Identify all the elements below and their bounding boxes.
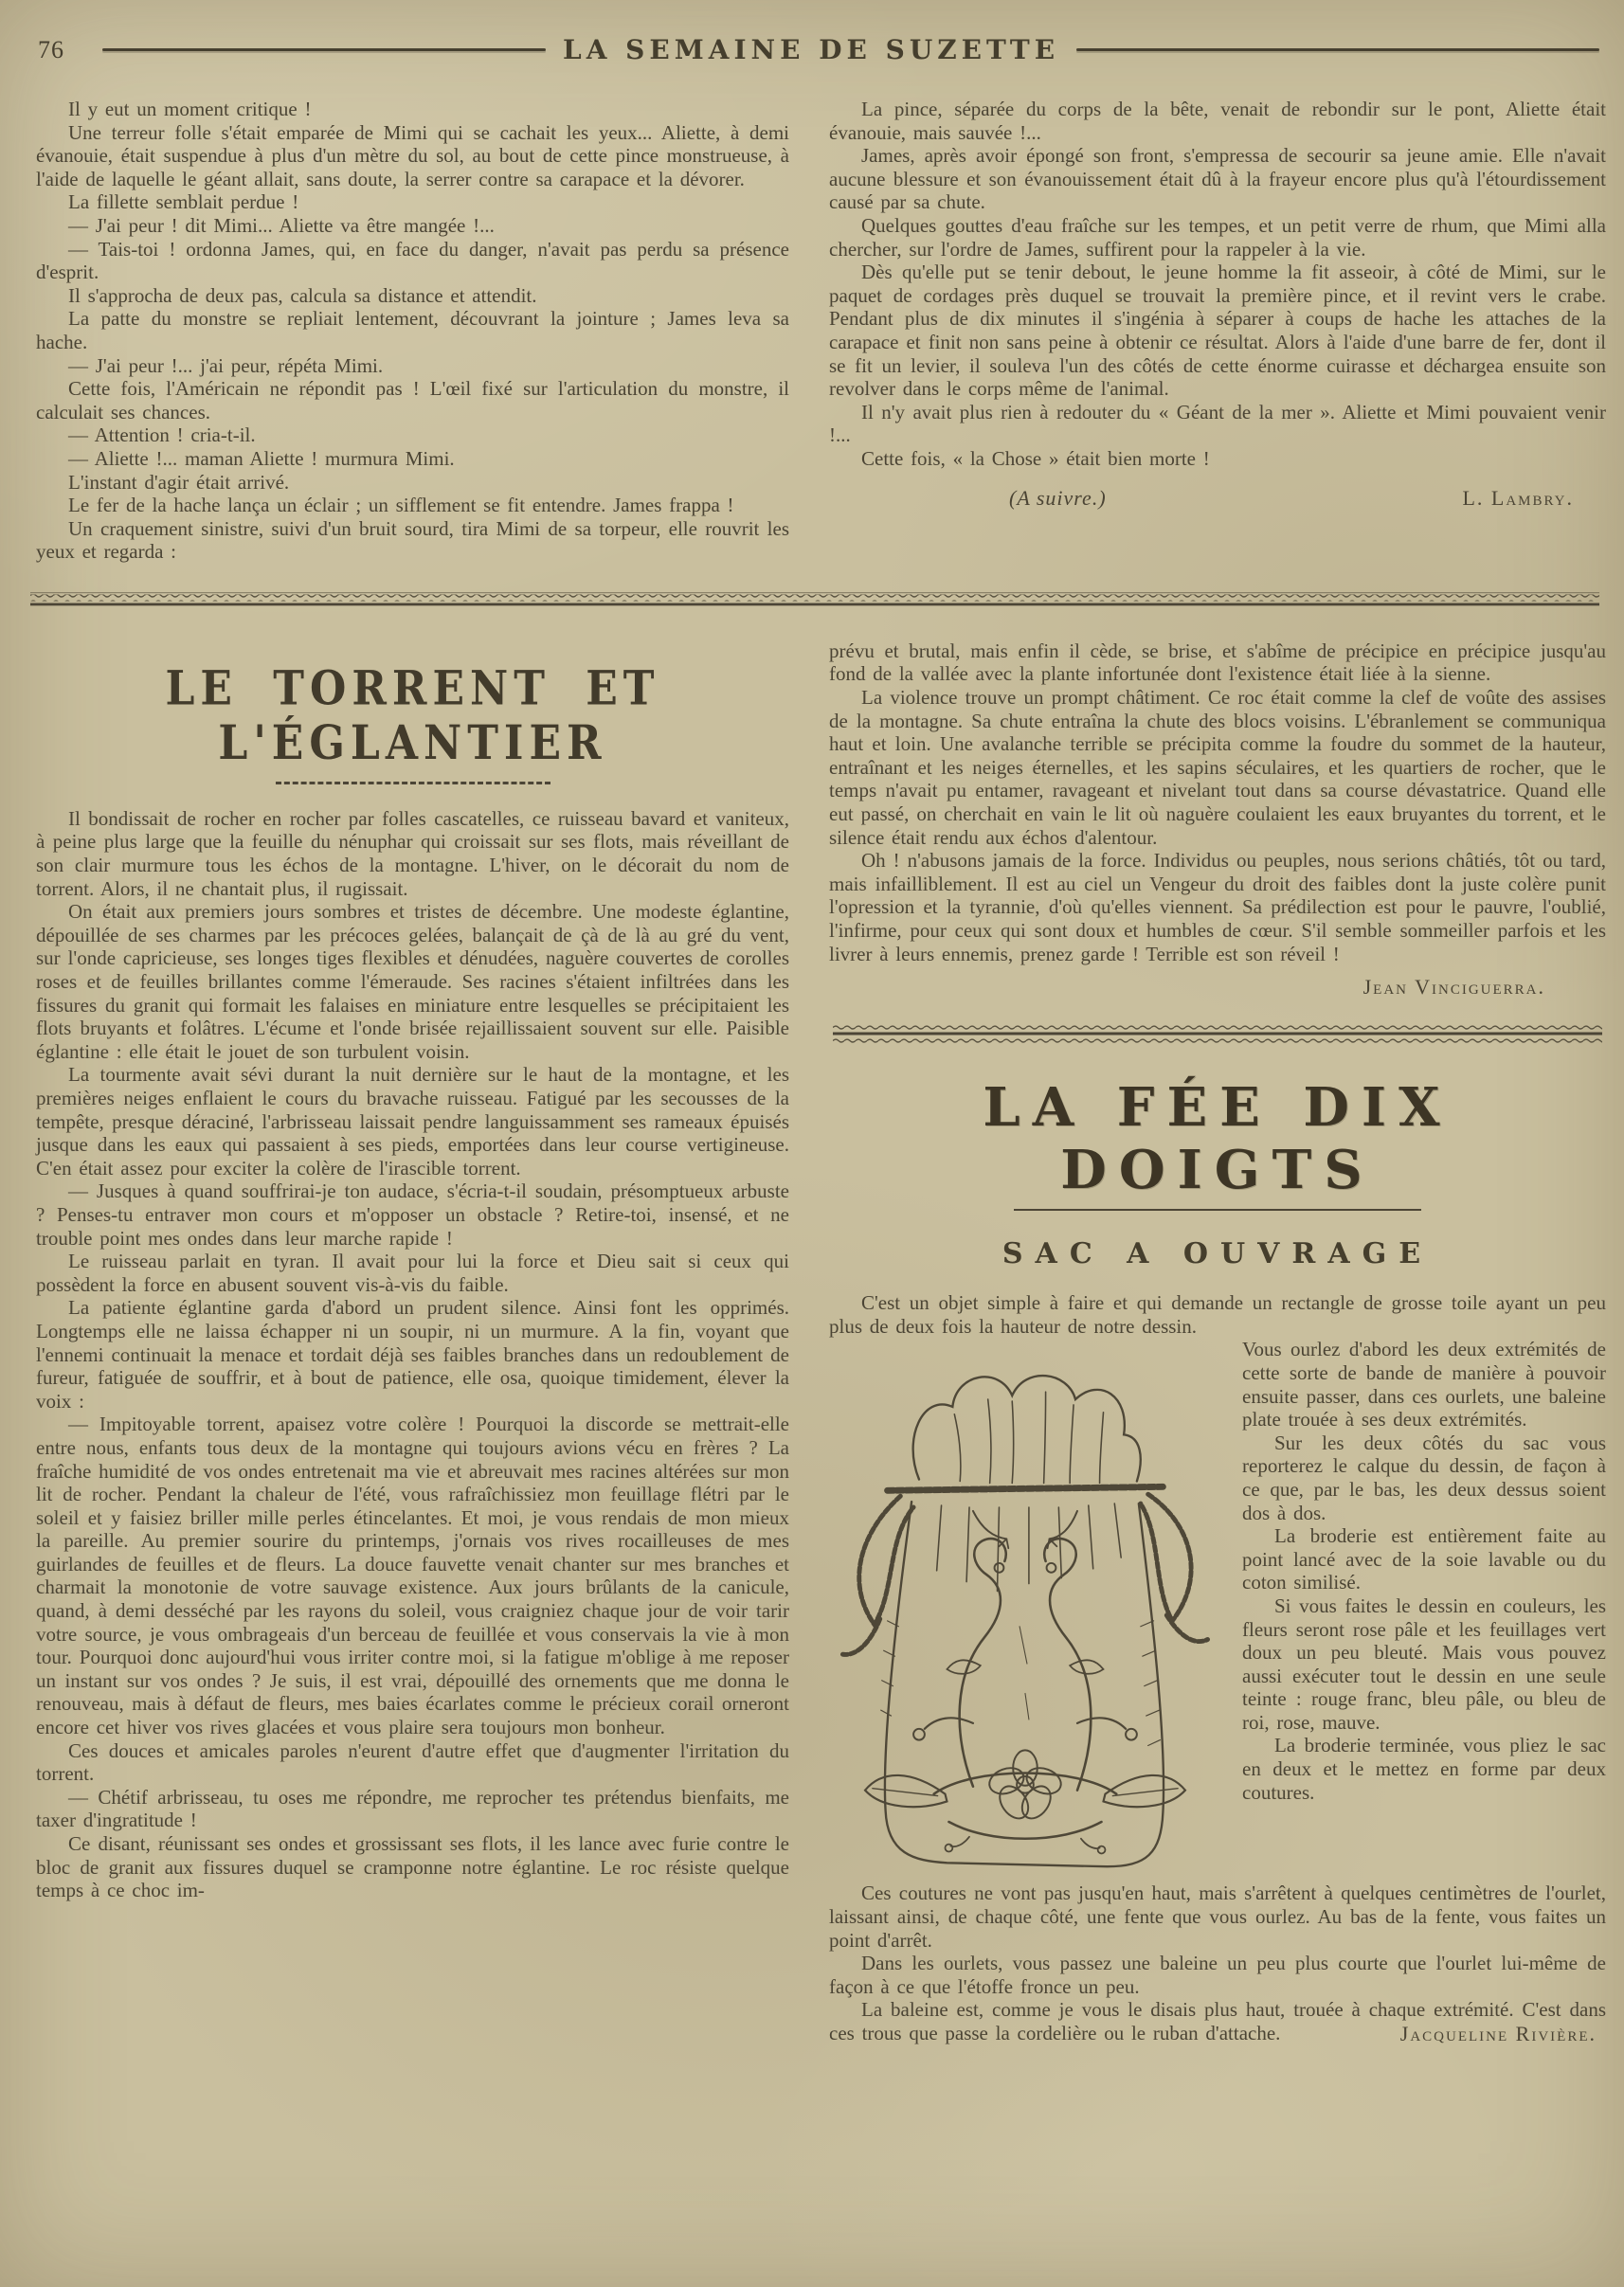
masthead-rule-left [102,48,546,51]
section-divider [0,592,1624,607]
fee-paragraph: La baleine est, comme je vous le disais plus haut, trouée à chaque extrémité. C'est dans ces trous que passe la cordelière ou le ruban d'attache. [829,1998,1606,2044]
fee-paragraph: C'est un objet simple à faire et qui demande un rectangle de grosse toile ayant un peu plus de deux fois la hauteur de notre dessin. [829,1291,1606,1338]
right-lower-column [829,639,1606,2046]
story-paragraph: — Aliette !... maman Aliette ! murmura Mimi. [68,446,455,470]
fee-paragraph: Sur les deux côtés du sac vous reporterez le calque du dessin, de façon à ce que, par le bas, les deux dessus soient dos à dos. [1242,1431,1606,1524]
story-paragraph: Le fer de la hache lança un éclair ; un sifflement se fit entendre. James frappa ! [68,494,734,517]
masthead-rule-right [1076,48,1599,51]
fee-section-title: LA FÉE DIX DOIGTS [983,1076,1453,1202]
torrent-article-title: LE TORRENT ET L'ÉGLANTIER [165,661,660,770]
story-crab-left-column [36,98,789,564]
masthead-title: LA SEMAINE DE SUZETTE [563,34,1060,65]
fee-paragraph: La broderie terminée, vous pliez le sac en deux et le mettez en forme par deux coutures. [1242,1734,1606,1804]
torrent-paragraph: Ce disant, réunissant ses ondes et grossissant ses flots, il les lance avec furie contre le bloc de granit aux fissures duquel se cramponne notre églantine. Le roc résiste quelque temps à ce choc im- [36,1832,789,1902]
fee-paragraph: Dans les ourlets, vous passez une baleine un peu plus courte que l'ourlet lui-même de façon à ce que l'étoffe fronce un peu. [829,1952,1606,1998]
story-paragraph: Il n'y avait plus rien à redouter du « Géant de la mer ». Aliette et Mimi pouvaient venir !... [829,400,1606,447]
story-paragraph: Cette fois, « la Chose » était bien morte ! [861,446,1210,470]
sac-a-ouvrage-figure [829,1347,1219,1878]
torrent-title-rule [276,782,550,784]
wavy-divider-ornament [30,592,1599,607]
story-paragraph: Il s'approcha de deux pas, calcula sa distance et attendit. [68,283,537,307]
torrent-paragraph: La violence trouve un prompt châtiment. Ce roc était comme la clef de voûte des assises de la montagne. Sa chute entraîna la chute des blocs voisins. L'ébranlement se communiqua haut et loin. Une avalanche terrible se précipita comme la foudre du sommet de la hauteur, entraînant et les neiges éternelles, et les sapins séculaires, et les quartiers de rocher, que le temps n'avait pu entamer, ravageant et nivelant tout dans sa course dévastatrice. Quand elle eut passé, on cherchait en vain le lit où naguère coulaient les eaux bruyantes du torrent, et le silence était rendu aux échos d'alentour. [829,686,1606,849]
fee-section-divider [833,1024,1602,1044]
fee-subtitle: SAC A OUVRAGE [1001,1237,1434,1271]
torrent-paragraph: — Jusques à quand souffrirai-je ton audace, s'écria-t-il soudain, présomptueux arbuste ? Penses-tu entraver mon cours et m'opposer un obstacle ? Retire-toi, insensé, et ne trouble point mes ondes dans leur marche rapide ! [36,1180,789,1250]
fee-paragraph: La broderie est entièrement faite au point lancé avec de la soie lavable ou du coton similisé. [1242,1524,1606,1594]
story-paragraph: La patte du monstre se repliait lentement, découvrant la jointure ; James leva sa hache. [36,307,789,353]
story-paragraph: — Tais-toi ! ordonna James, qui, en face du danger, n'avait pas perdu sa présence d'esprit. [36,237,789,284]
torrent-paragraph: — Impitoyable torrent, apaisez votre colère ! Pourquoi la discorde se mettrait-elle entre nous, enfants tous deux de la montagne qui toujours avions vécu en frères ? La fraîche humidité de vos ondes entretenait ma vie et abreuvait mes racines altérées sur mon lit de rocher. Pendant la chaleur de l'été, vous rafraîchissiez mon feuillage flétri par le soleil et y faisiez briller mille perles étincelantes. Et moi, je vous rendais de mon mieux la pareille. Au premier sourire du printemps, j'ornais vos rives rocailleuses de mes guirlandes de feuilles et de fleurs. La douce fauvette venait chanter sur mes branches et charmait la monotonie de votre sauvage existence. Aux jours brûlants de la canicule, quand, à demi desséché par les rayons du soleil, vous craigniez chaque jour de voir tarir votre source, je vous ombrageais d'un berceau de feuillée et vous conservais la vie à mon tour. Pourquoi donc aujourd'hui vous irriter contre moi, si la fatigue m'oblige à me reposer un instant sur vos ondes ? Je suis, il est vrai, dépouillé des ornements que me donna le renouveau, mais à défaut de fleurs, mes baies écarlates comme le précieux corail orneront encore cet hiver vos rives glacées et vous plaire sera toujours mon bonheur. [36,1413,789,1739]
story-crab-author: L. Lambry. [1462,485,1574,510]
fee-author: Jacqueline Rivière. [1399,2021,1597,2045]
story-paragraph: L'instant d'agir était arrivé. [68,470,290,494]
torrent-author: Jean Vinciguerra. [1362,975,1545,999]
fee-paragraph: Si vous faites le dessin en couleurs, les fleurs seront rose pâle et les feuillages vert doux un peu bleuté. Mais vous pouvez aussi exécuter tout le dessin en une seule teinte : rouge franc, bleu pâle, ou bleu de roi, rose, mauve. [1242,1594,1606,1734]
lower-columns [0,639,1624,2046]
torrent-paragraph: — Chétif arbrisseau, tu oses me répondre, me reprocher tes prétendus bienfaits, me taxer d'ingratitude ! [36,1785,789,1832]
story-paragraph: Il y eut un moment critique ! [68,98,312,120]
torrent-paragraph: Il bondissait de rocher en rocher par folles cascatelles, ce ruisseau bavard et vaniteux, à peine plus large que la feuille du nénuphar qui croissait sur ses flots, mais réveillant de son clair murmure tous les échos de la montagne. L'hiver, on le décorait du nom de torrent. Alors, il ne chantait plus, il rugissait. [36,806,789,900]
story-paragraph: — Attention ! cria-t-il. [68,423,256,447]
torrent-paragraph: On était aux premiers jours sombres et tristes de décembre. Une modeste églantine, dépouillée de ses charmes par les précoces gelées, balançait de çà de là au gré du vent, sur l'onde capricieuse, ses longes tiges flexibles et dénudées, naguère couvertes de corolles roses et de feuilles brillantes comme l'émeraude. Ses racines s'étaient infiltrées dans les fissures du granit qui formait les falaises en miniature entre lesquelles se précipitaient les flots bruyants et folâtres. L'écume et l'onde brisée rejaillissaient souvent sur elle. Paisible églantine : elle était le jouet de son turbulent voisin. [36,900,789,1063]
fee-paragraph: Vous ourlez d'abord les deux extrémités de cette sorte de bande de manière à pouvoir ensuite passer, dans ces ourlets, une baleine plate trouée à ses deux extrémités. [1242,1338,1606,1432]
wavy-divider-ornament [833,1024,1602,1044]
fee-title-rule [1014,1209,1421,1211]
story-paragraph: Une terreur folle s'était emparée de Mimi qui se cachait les yeux... Aliette, à demi évanouie, était suspendue à plus d'un mètre du sol, au bout de cette pince monstrueuse, à l'aide de laquelle le géant allait, sans doute, la serrer contre sa carapace et la dévorer. [36,120,789,190]
fee-paragraph: Ces coutures ne vont pas jusqu'en haut, mais s'arrêtent à quelques centimètres de l'ourlet, laissant ainsi, de chaque côté, une fente que vous ourlez. Au bas de la fente, vous faites un point d'arrêt. [829,1882,1606,1952]
story-paragraph: — J'ai peur ! dit Mimi... Aliette va être mangée !... [68,213,495,237]
story-paragraph: Un craquement sinistre, suivi d'un bruit sourd, tira Mimi de sa torpeur, elle rouvrit les yeux et regarda : [36,516,789,564]
torrent-paragraph: La tourmente avait sévi durant la nuit dernière sur le haut de la montagne, et les premières neiges enflaient le cours du bravache ruisseau. Fatigué par les secousses de la tempête, presque déraciné, l'arbrisseau laissait pendre languissamment ses rameaux épuisés jusque dans les eaux qui passaient à ses pieds, emportées dans leur course vertigineuse. C'en était assez pour exciter la colère de l'irascible torrent. [36,1063,789,1180]
sac-a-ouvrage-illustration [829,1347,1219,1878]
torrent-left-column [36,639,789,2046]
story-crab-signature-row [829,471,1606,511]
story-crab-right-column [829,98,1606,564]
story-paragraph: Quelques gouttes d'eau fraîche sur les tempes, et un petit verre de rhum, que Mimi alla chercher, sur l'ordre de James, suffirent pour la rappeler à la vie. [829,213,1606,261]
torrent-paragraph: Ces douces et amicales paroles n'eurent d'autre effet que d'augmenter l'irritation du torrent. [36,1738,789,1786]
page-number: 76 [38,35,64,63]
page-header [0,0,1624,65]
torrent-paragraph: Oh ! n'abusons jamais de la force. Individus ou peuples, nous serions châtiés, tôt ou tard, mais infailliblement. Il est au ciel un Vengeur du droit des faibles dont la juste colère punit l'opression et la tyrannie, d'où qu'elles viennent. Sa prédilection est pour le pauvre, l'oublié, l'infirme, pour ceux qui sont doux et humbles de cœur. S'il semble sommeiller parfois et les livrer à leurs ennemis, prenez garde ! Terrible est son réveil ! [829,849,1606,965]
torrent-paragraph: La patiente églantine garda d'abord un prudent silence. Ainsi font les opprimés. Longtemps elle ne laissa échapper ni un soupir, ni un murmure. A la fin, voyant que l'ennemi continuait la menace et tordait déjà ses faibles branches dans un redoublement de fureur, fatiguée de souffrir, et à bout de patience, elle osa, quoique timidement, élever la voix : [36,1296,789,1413]
torrent-paragraph: prévu et brutal, mais enfin il cède, se brise, et s'abîme de précipice en précipice jusqu'au fond de la vallée avec la plante infortunée dont l'existence était liée à la sienne. [829,639,1606,686]
story-paragraph: Cette fois, l'Américain ne répondit pas ! L'œil fixé sur l'articulation du monstre, il calculait ses chances. [36,377,789,423]
story-paragraph: — J'ai peur !... j'ai peur, répéta Mimi. [68,353,384,377]
story-paragraph: Dès qu'elle put se tenir debout, le jeune homme la fit asseoir, à côté de Mimi, sur le paquet de cordages près duquel se trouvait la première pince, et il revint vers le crabe. Pendant plus de dix minutes il s'ingénia à séparer à coups de hache les attaches de la carapace et finit non sans peine à obtenir ce résultat. Alors à l'aide d'une barre de fer, dont il se fit un levier, il souleva l'un des côtés de cette énorme cuirasse et déchargea ensuite son revolver dans le corps même de l'animal. [829,261,1606,401]
story-paragraph: La pince, séparée du corps de la bête, venait de rebondir sur le pont, Aliette était évanouie, mais sauvée !... [829,98,1606,144]
story-paragraph: La fillette semblait perdue ! [68,190,299,214]
story-crab-columns [0,98,1624,564]
torrent-paragraph: Le ruisseau parlait en tyran. Il avait pour lui la force et Dieu sait si ceux qui possèdent la force en abusent souvent vis-à-vis du faible. [36,1250,789,1296]
to-be-continued-note: (A suivre.) [1009,485,1107,510]
story-paragraph: James, après avoir épongé son front, s'empressa de secourir sa jeune amie. Elle n'avait aucune blessure et son évanouissement était dû à la frayeur encore plus qu'à l'étourdissement causé par sa chute. [829,144,1606,214]
